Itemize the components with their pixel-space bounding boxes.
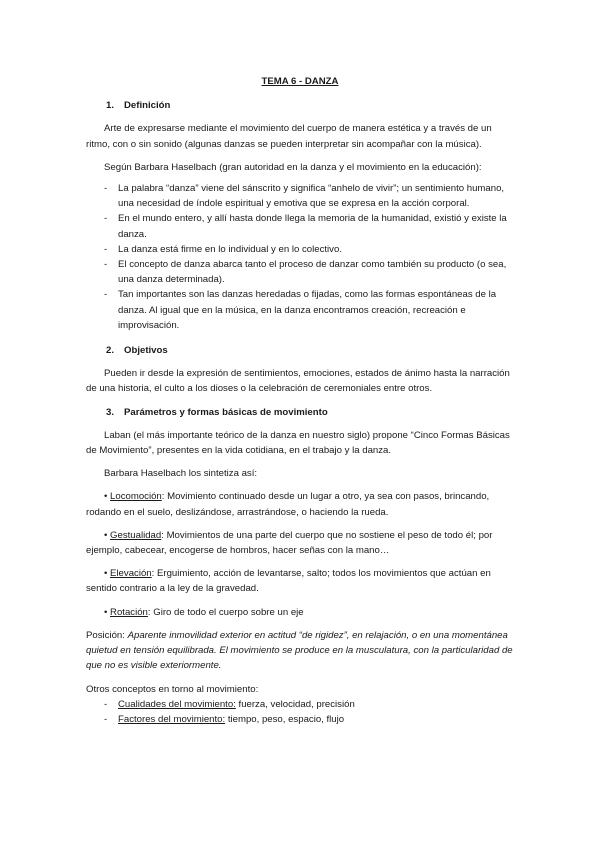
posicion-label: Posición: — [86, 629, 128, 641]
list-item — [86, 697, 514, 712]
section-heading-objetivos — [106, 343, 514, 358]
form-term: Elevación — [110, 568, 152, 580]
form-text: : Movimientos de una parte del cuerpo que no sostiene el peso de todo él; por ejemplo, cabecear, encogerse de hombros, hacer señas con la mano… — [86, 529, 493, 557]
paragraph-definicion: Arte de expresarse mediante el movimiento del cuerpo de manera estética y a través de un ritmo, con o sin sonido (algunas danzas se pueden interpretar sin acompañar con la música). — [86, 123, 492, 150]
list-item: - La palabra “danza” viene del sánscrito y significa “anhelo de vivir”; un sentimiento humano, una necesidad de índole espiritual y emotiva que se expresa en la acción corporal. — [86, 181, 514, 211]
concept-text: tiempo, peso, espacio, flujo — [225, 713, 345, 725]
list-item — [86, 712, 514, 727]
haselbach-list — [86, 181, 514, 333]
bullet: • — [104, 606, 108, 618]
section-title: Definición — [124, 100, 171, 112]
form-gestualidad — [86, 528, 514, 558]
bullet: • — [104, 568, 108, 580]
list-item: - En el mundo entero, y allí hasta donde llega la memoria de la humanidad, existió y existe la danza. — [86, 211, 514, 241]
paragraph-otros-conceptos: Otros conceptos en torno al movimiento: — [86, 683, 259, 695]
section-heading-definicion — [106, 98, 514, 113]
paragraph-posicion — [86, 628, 514, 674]
form-text: : Giro de todo el cuerpo sobre un eje — [147, 606, 304, 618]
posicion-text: Aparente inmovilidad exterior en actitud “de rigidez”, en relajación, o en una momentánea quietud en tensión equilibrada. El movimiento se produce en la musculatura, con la particularidad de que no es visible exteriormente. — [86, 629, 513, 672]
form-rotacion — [86, 605, 514, 620]
concept-text: fuerza, velocidad, precisión — [235, 698, 355, 710]
section-number: 2. — [106, 345, 115, 357]
form-term: Gestualidad — [110, 529, 162, 541]
section-title: Objetivos — [124, 345, 168, 357]
paragraph-objetivos: Pueden ir desde la expresión de sentimientos, emociones, estados de ánimo hasta la narración de una historia, el culto a los dioses o la celebración de ceremoniales entre otros. — [86, 368, 510, 395]
paragraph-sintesis: Barbara Haselbach los sintetiza así: — [104, 468, 258, 480]
section-number: 3. — [106, 406, 115, 418]
paragraph-laban: Laban (el más importante teórico de la danza en nuestro siglo) propone “Cinco Formas Básicas de Movimiento”, presentes en la vida cotidiana, en el trabajo y la danza. — [86, 429, 510, 457]
concept-term: Cualidades del movimiento: — [118, 698, 236, 710]
form-term: Locomoción — [110, 491, 162, 503]
form-text: : Erguimiento, acción de levantarse, salto; todos los movimientos que actúan en sentido contrario a la ley de la gravedad. — [86, 568, 491, 595]
form-text: : Movimiento continuado desde un lugar a otro, ya sea con pasos, brincando, rodando en el suelo, deslizándose, arrastrándose, o haciendo la rueda. — [86, 491, 490, 518]
section-title: Parámetros y formas básicas de movimiento — [124, 406, 328, 418]
list-item: - El concepto de danza abarca tanto el proceso de danzar como también su producto (o sea, una danza determinada). — [86, 257, 514, 287]
form-term: Rotación — [110, 606, 148, 618]
section-heading-parametros — [106, 405, 514, 420]
bullet: • — [104, 491, 108, 503]
bullet: • — [104, 529, 108, 541]
list-item: - La danza está firme en lo individual y en lo colectivo. — [86, 242, 514, 257]
concept-term: Factores del movimiento: — [118, 713, 226, 725]
list-item: - Tan importantes son las danzas heredadas o fijadas, como las formas espontáneas de la danza. Al igual que en la música, en la danza encontramos creación, recreación e improvisación. — [86, 287, 514, 333]
concepts-list — [86, 697, 514, 727]
section-number: 1. — [106, 100, 115, 112]
form-locomocion — [86, 489, 514, 519]
paragraph-haselbach: Según Barbara Haselbach (gran autoridad en la danza y el movimiento en la educación): — [104, 161, 482, 173]
document-title: TEMA 6 - DANZA — [261, 76, 339, 87]
form-elevacion — [86, 566, 514, 596]
